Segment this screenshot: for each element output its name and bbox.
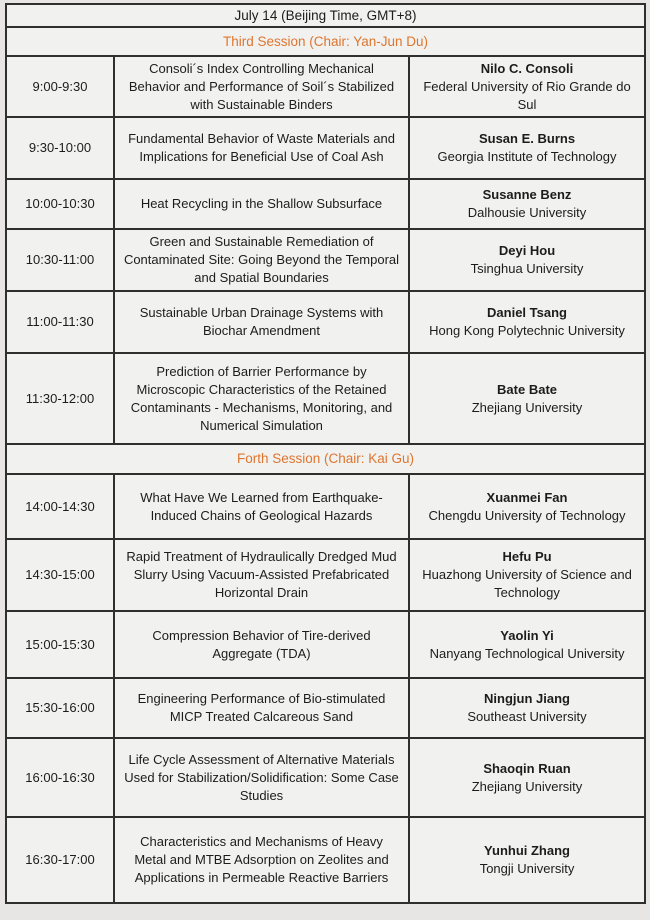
session-header-row [6,444,645,474]
speaker-affiliation: Tongji University [479,861,575,876]
time-cell: 14:30-15:00 [6,539,114,611]
speaker-name: Susanne Benz [482,187,572,202]
talk-row [6,738,645,817]
speaker-cell [409,474,645,539]
speaker-name: Deyi Hou [498,243,556,258]
session-header-forth: Forth Session (Chair: Kai Gu) [6,444,645,474]
session-header-row [6,27,645,56]
conference-schedule-table [5,3,646,904]
speaker-name: Susan E. Burns [478,131,576,146]
talk-row [6,817,645,903]
talk-title-cell: Engineering Performance of Bio-stimulated MICP Treated Calcareous Sand [114,678,409,738]
talk-row [6,611,645,678]
speaker-cell [409,291,645,353]
time-cell: 16:30-17:00 [6,817,114,903]
speaker-cell [409,56,645,117]
session-header-third: Third Session (Chair: Yan-Jun Du) [6,27,645,56]
talk-title-cell: Heat Recycling in the Shallow Subsurface [114,179,409,229]
speaker-affiliation: Zhejiang University [471,778,583,794]
talk-row [6,229,645,291]
date-header-row [6,4,645,27]
time-cell: 11:00-11:30 [6,291,114,353]
speaker-affiliation: Tsinghua University [470,261,584,276]
talk-row [6,539,645,611]
speaker-name: Yunhui Zhang [484,843,570,858]
speaker-affiliation: Chengdu University of Technology [428,507,626,523]
talk-title-cell: Life Cycle Assessment of Alternative Materials Used for Stabilization/Solidification: Some Case Studies [114,738,409,817]
speaker-cell [409,229,645,291]
talk-title-cell: Sustainable Urban Drainage Systems with Biochar Amendment [114,291,409,353]
speaker-cell [409,611,645,678]
time-cell: 15:30-16:00 [6,678,114,738]
talk-title-cell: Rapid Treatment of Hydraulically Dredged Mud Slurry Using Vacuum-Assisted Prefabricated Horizontal Drain [114,539,409,611]
speaker-affiliation: Hong Kong Polytechnic University [429,323,625,338]
talk-row [6,353,645,444]
talk-row [6,474,645,539]
talk-title-cell: Compression Behavior of Tire-derived Aggregate (TDA) [114,611,409,678]
talk-row [6,56,645,117]
talk-title-cell: Green and Sustainable Remediation of Contaminated Site: Going Beyond the Temporal and Spatial Boundaries [114,229,409,291]
speaker-affiliation: Nanyang Technological University [429,645,625,661]
speaker-affiliation: Southeast University [467,709,587,724]
speaker-affiliation: Dalhousie University [467,205,587,220]
time-cell: 9:00-9:30 [6,56,114,117]
speaker-affiliation: Georgia Institute of Technology [437,149,617,164]
date-header-cell: July 14 (Beijing Time, GMT+8) [6,4,645,27]
speaker-cell [409,117,645,179]
talk-row [6,291,645,353]
talk-row [6,179,645,229]
time-cell: 9:30-10:00 [6,117,114,179]
talk-title-cell: Characteristics and Mechanisms of Heavy Metal and MTBE Adsorption on Zeolites and Applications in Permeable Reactive Barriers [114,817,409,903]
talk-title-cell: What Have We Learned from Earthquake-Induced Chains of Geological Hazards [114,474,409,539]
time-cell: 10:30-11:00 [6,229,114,291]
talk-title-cell: Fundamental Behavior of Waste Materials and Implications for Beneficial Use of Coal Ash [114,117,409,179]
speaker-name: Nilo C. Consoli [480,60,574,76]
speaker-cell [409,179,645,229]
speaker-cell [409,539,645,611]
time-cell: 14:00-14:30 [6,474,114,539]
time-cell: 11:30-12:00 [6,353,114,444]
time-cell: 10:00-10:30 [6,179,114,229]
talk-row [6,117,645,179]
speaker-name: Yaolin Yi [500,627,554,643]
talk-title-cell: Prediction of Barrier Performance by Microscopic Characteristics of the Retained Contaminants - Mechanisms, Monitoring, and Numerical Simulation [114,353,409,444]
speaker-affiliation: Huazhong University of Science and Technology [422,567,632,600]
speaker-name: Ningjun Jiang [484,691,570,706]
speaker-name: Shaoqin Ruan [483,760,571,776]
talk-title-cell: Consoli´s Index Controlling Mechanical Behavior and Performance of Soil´s Stabilized with Sustainable Binders [114,56,409,117]
speaker-name: Hefu Pu [502,549,552,564]
speaker-affiliation: Federal University of Rio Grande do Sul [423,78,631,112]
time-cell: 16:00-16:30 [6,738,114,817]
speaker-cell [409,738,645,817]
speaker-name: Xuanmei Fan [486,489,568,505]
speaker-cell [409,678,645,738]
speaker-affiliation: Zhejiang University [471,399,583,415]
talk-row [6,678,645,738]
speaker-cell [409,817,645,903]
speaker-name: Bate Bate [497,381,557,397]
speaker-cell [409,353,645,444]
time-cell: 15:00-15:30 [6,611,114,678]
speaker-name: Daniel Tsang [487,305,567,320]
